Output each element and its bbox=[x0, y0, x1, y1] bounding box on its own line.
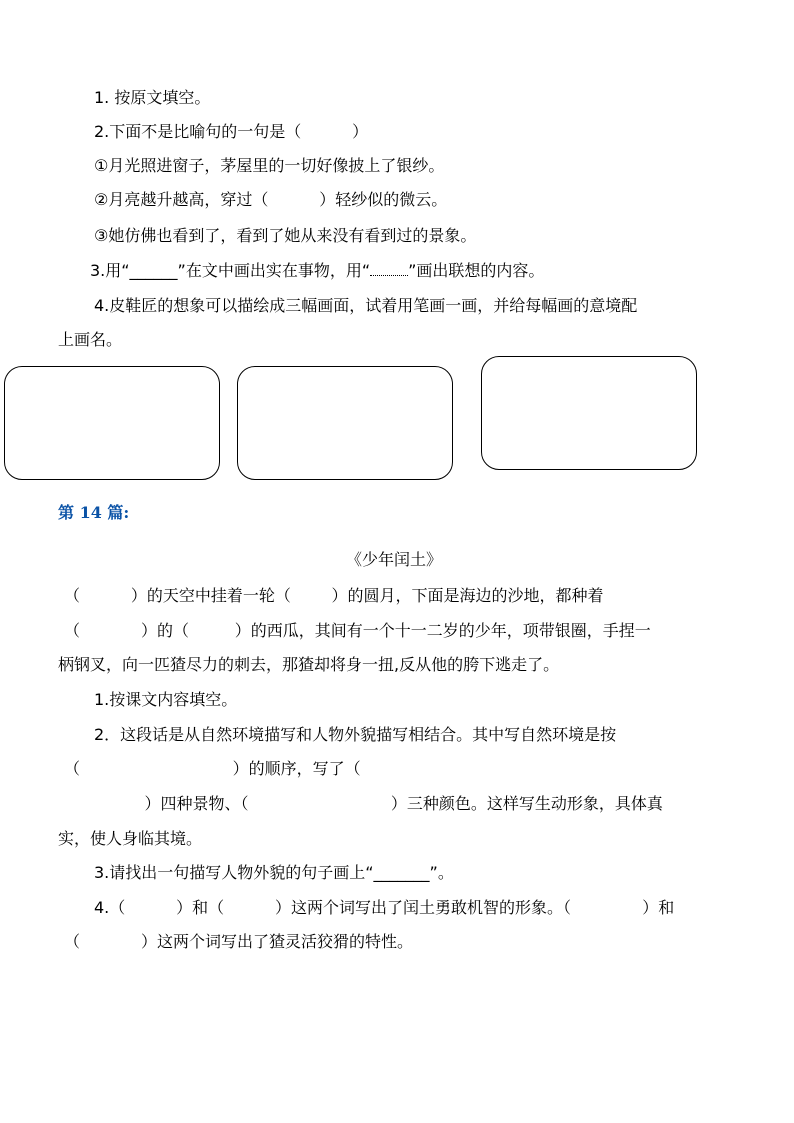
option-1: ①月光照进窗子，茅屋里的一切好像披上了银纱。 bbox=[94, 156, 445, 175]
drawing-box-3[interactable] bbox=[481, 356, 697, 470]
s2-question-2-line-3: ）四种景物、（ ）三种颜色。这样写生动形象，具体真 bbox=[58, 794, 663, 813]
question-2: 2.下面不是比喻句的一句是（ ） bbox=[94, 122, 369, 141]
drawing-box-1[interactable] bbox=[4, 366, 220, 480]
section-heading: 第 14 篇: bbox=[58, 503, 130, 522]
s2-question-1: 1.按课文内容填空。 bbox=[94, 690, 238, 709]
drawing-box-2[interactable] bbox=[237, 366, 453, 480]
s2-question-2-line-1: 2．这段话是从自然环境描写和人物外貌描写相结合。其中写自然环境是按 bbox=[94, 725, 617, 744]
passage-line-1: （ ）的天空中挂着一轮（ ）的圆月，下面是海边的沙地，都种着 bbox=[64, 586, 604, 605]
s2-question-4-line-2: （ ）这两个词写出了猹灵活狡猾的特性。 bbox=[64, 932, 414, 951]
passage-title: 《少年闰土》 bbox=[346, 550, 443, 569]
question-4-line-2: 上画名。 bbox=[58, 330, 123, 349]
dotted-underline-sample bbox=[370, 265, 408, 276]
passage-line-3: 柄钢叉，向一匹猹尽力的刺去，那猹却将身一扭,反从他的胯下逃走了。 bbox=[58, 655, 560, 674]
option-2: ②月亮越升越高，穿过（ ）轻纱似的微云。 bbox=[94, 190, 448, 209]
passage-line-2: （ ）的（ ）的西瓜，其间有一个十一二岁的少年，项带银圈，手捏一 bbox=[64, 621, 651, 640]
s2-question-3: 3.请找出一句描写人物外貌的句子画上“_______”。 bbox=[94, 863, 454, 882]
question-3 bbox=[90, 261, 544, 281]
question-1: 1. 按原文填空。 bbox=[94, 88, 211, 107]
s2-question-4-line-1: 4.（ ）和（ ）这两个词写出了闰土勇敢机智的形象。（ ）和 bbox=[94, 898, 675, 917]
s2-question-2-line-2: （ ）的顺序，写了（ bbox=[64, 759, 361, 778]
option-3: ③她仿佛也看到了，看到了她从来没有看到过的景象。 bbox=[94, 226, 477, 245]
s2-question-2-line-4: 实，使人身临其境。 bbox=[58, 829, 203, 848]
question-4-line-1: 4.皮鞋匠的想象可以描绘成三幅画面，试着用笔画一画，并给每幅画的意境配 bbox=[94, 296, 638, 315]
question-3-part-b: ”画出联想的内容。 bbox=[408, 261, 545, 280]
question-3-part-a: 3.用“______”在文中画出实在事物，用“ bbox=[90, 261, 371, 280]
